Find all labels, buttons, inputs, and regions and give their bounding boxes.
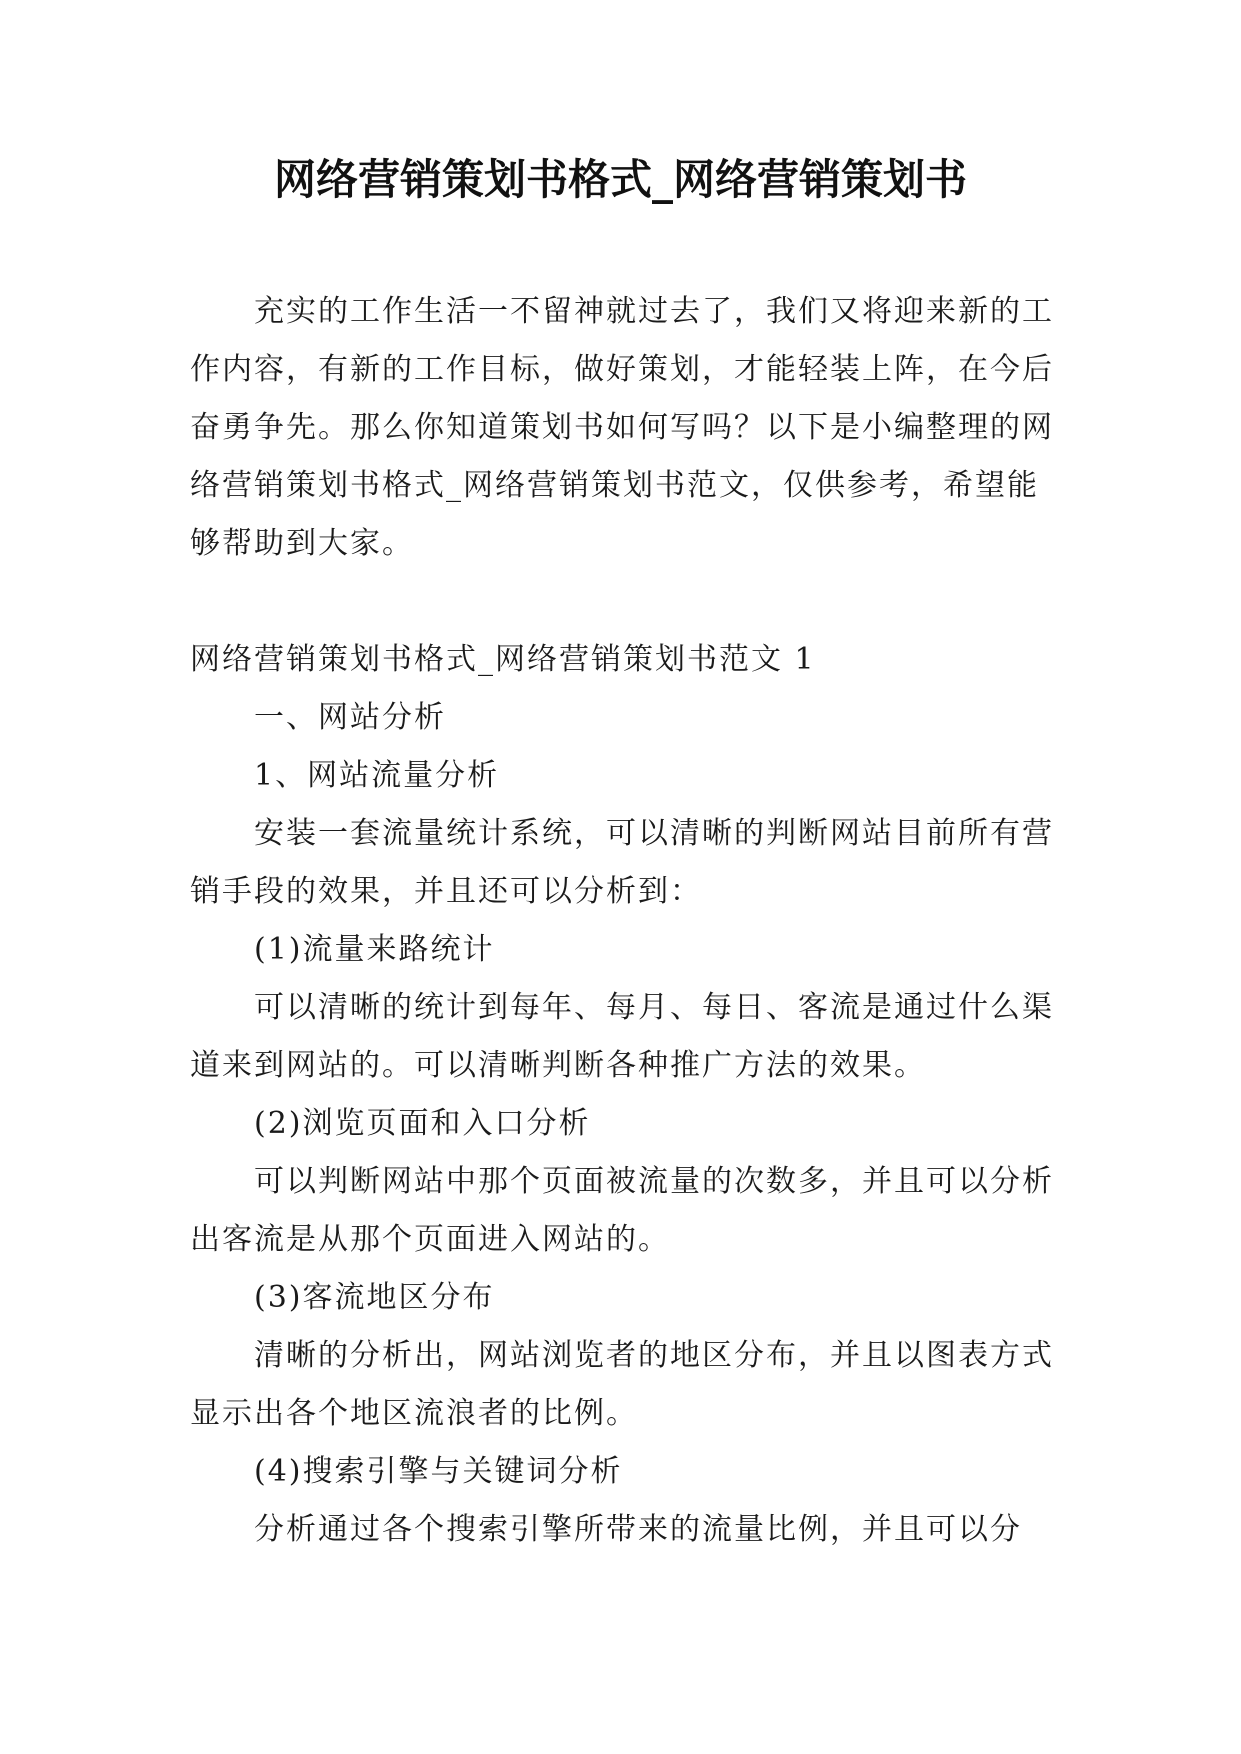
item-region: (3)客流地区分布 <box>254 1280 495 1315</box>
item-search-engine: (4)搜索引擎与关键词分析 <box>254 1454 623 1489</box>
paragraph-traffic-source: 可以清晰的统计到每年、每月、每日、客流是通过什么渠道来到网站的。可以清晰判断各种推广方法的效果。 <box>190 990 1054 1083</box>
paragraph-region: 清晰的分析出，网站浏览者的地区分布，并且以图表方式显示出各个地区流浪者的比例。 <box>190 1338 1054 1431</box>
paragraph-traffic-system: 安装一套流量统计系统，可以清晰的判断网站目前所有营销手段的效果，并且还可以分析到： <box>190 816 1054 909</box>
heading-traffic-analysis: 1、网站流量分析 <box>254 758 500 793</box>
item-traffic-source: (1)流量来路统计 <box>254 932 495 967</box>
item-page-entry: (2)浏览页面和入口分析 <box>254 1106 591 1141</box>
document-body <box>190 283 1070 1559</box>
section-heading: 网络营销策划书格式_网络营销策划书范文 1 <box>190 642 816 677</box>
paragraph-search-engine: 分析通过各个搜索引擎所带来的流量比例，并且可以分 <box>254 1512 1022 1547</box>
document-title: 网络营销策划书格式_网络营销策划书 <box>273 155 967 204</box>
paragraph-page-entry: 可以判断网站中那个页面被流量的次数多，并且可以分析出客流是从那个页面进入网站的。 <box>190 1164 1054 1257</box>
intro-paragraph: 充实的工作生活一不留神就过去了，我们又将迎来新的工作内容，有新的工作目标，做好策划，才能轻装上阵，在今后奋勇争先。那么你知道策划书如何写吗？以下是小编整理的网络营销策划书格式_网络营销策划书范文，仅供参考，希望能够帮助到大家。 <box>190 294 1054 561</box>
heading-website-analysis: 一、网站分析 <box>254 700 446 735</box>
